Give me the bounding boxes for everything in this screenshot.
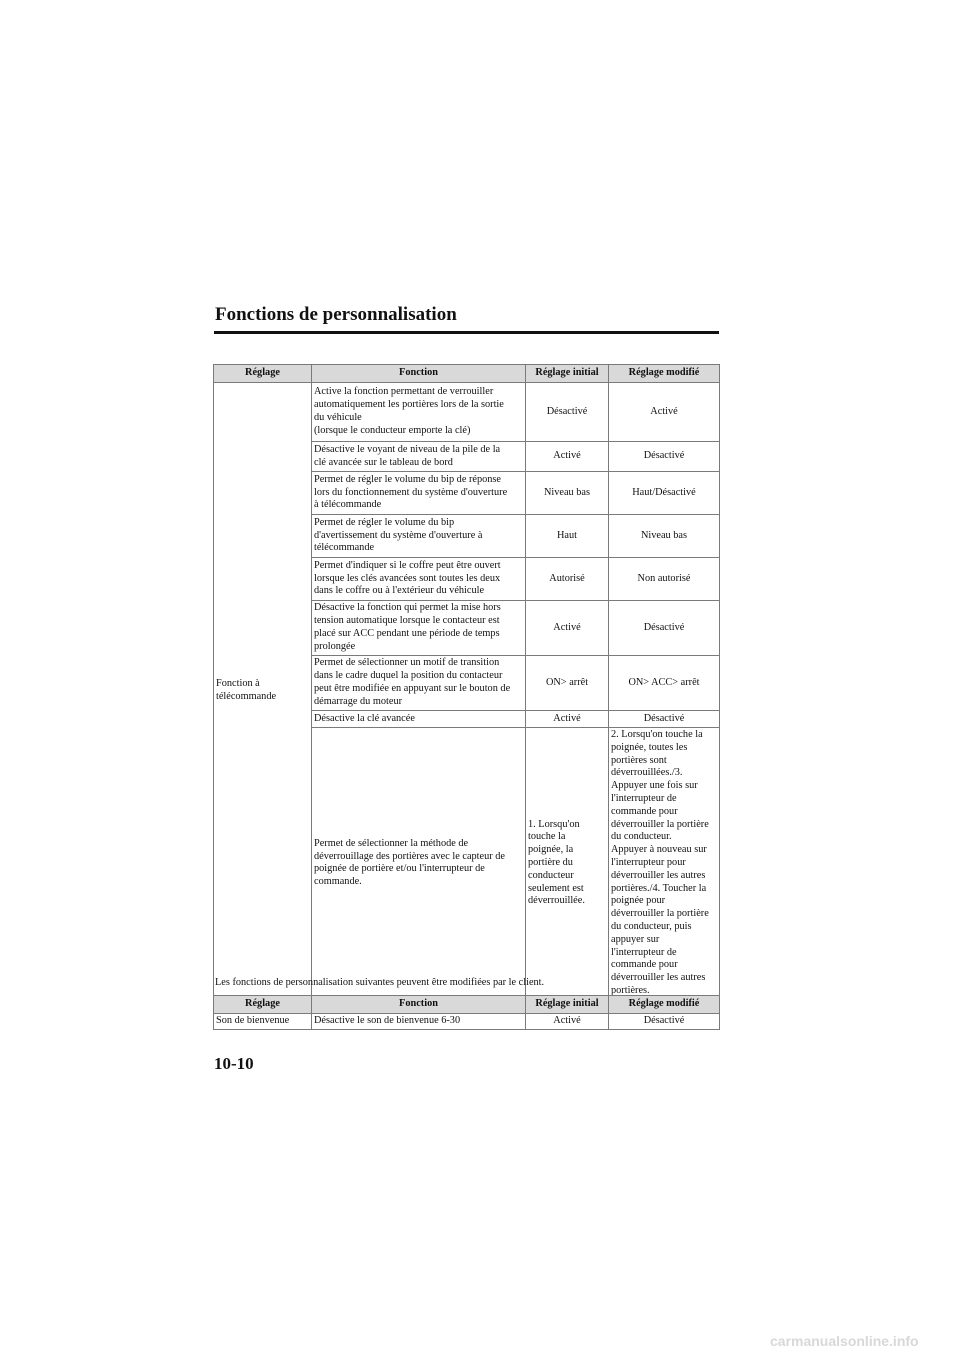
- cell-initial: Désactivé: [526, 383, 609, 442]
- column-header-reglage-modifie: Réglage modifié: [609, 996, 720, 1014]
- watermark: carmanualsonline.info: [770, 1333, 919, 1349]
- cell-fonction: Permet de sélectionner un motif de transition dans le cadre duquel la position du contacteur peut être modifiée en appuyant sur le bouton de démarrage du moteur: [312, 656, 526, 711]
- cell-initial: Activé: [526, 1014, 609, 1030]
- cell-initial: Activé: [526, 601, 609, 656]
- cell-modifie: Désactivé: [609, 711, 720, 728]
- cell-modifie: ON> ACC> arrêt: [609, 656, 720, 711]
- table-header-row: [214, 365, 720, 383]
- column-header-reglage-initial: Réglage initial: [526, 365, 609, 383]
- cell-initial: ON> arrêt: [526, 656, 609, 711]
- column-header-reglage-modifie: Réglage modifié: [609, 365, 720, 383]
- cell-fonction: Désactive la fonction qui permet la mise hors tension automatique lorsque le contacteur est placé sur ACC pendant une période de temps prolongée: [312, 601, 526, 656]
- cell-initial: Activé: [526, 711, 609, 728]
- cell-reglage: Son de bienvenue: [214, 1014, 312, 1030]
- cell-fonction: Permet de sélectionner la méthode de déverrouillage des portières avec le capteur de poignée de portière et/ou l'interrupteur de commande.: [312, 728, 526, 1000]
- page-number: 10-10: [214, 1054, 254, 1073]
- cell-modifie: Activé: [609, 383, 720, 442]
- cell-modifie: Niveau bas: [609, 515, 720, 558]
- cell-fonction: Active la fonction permettant de verrouiller automatiquement les portières lors de la sortie du véhicule (lorsque le conducteur emporte la clé): [312, 383, 526, 442]
- cell-initial: Haut: [526, 515, 609, 558]
- cell-reglage-group: [214, 383, 312, 1000]
- column-header-fonction: Fonction: [312, 996, 526, 1014]
- cell-fonction: Permet d'indiquer si le coffre peut être ouvert lorsque les clés avancées sont toutes les deux dans le coffre ou à l'extérieur du véhicule: [312, 558, 526, 601]
- cell-fonction: Permet de régler le volume du bip de réponse lors du fonctionnement du système d'ouverture à télécommande: [312, 472, 526, 515]
- cell-initial: 1. Lorsqu'on touche la poignée, la portière du conducteur seulement est déverrouillée.: [526, 728, 609, 1000]
- customization-table-welcome: [213, 995, 720, 1030]
- cell-modifie: Désactivé: [609, 1014, 720, 1030]
- cell-fonction: Désactive le voyant de niveau de la pile de la clé avancée sur le tableau de bord: [312, 442, 526, 472]
- cell-fonction: Désactive le son de bienvenue 6-30: [312, 1014, 526, 1030]
- cell-modifie: Désactivé: [609, 442, 720, 472]
- cell-fonction: Permet de régler le volume du bip d'avertissement du système d'ouverture à télécommande: [312, 515, 526, 558]
- cell-modifie: Désactivé: [609, 601, 720, 656]
- table-row: [214, 383, 720, 442]
- cell-fonction: Désactive la clé avancée: [312, 711, 526, 728]
- column-header-reglage: Réglage: [214, 365, 312, 383]
- customization-table-remote: [213, 364, 720, 1000]
- cell-initial: Activé: [526, 442, 609, 472]
- title-divider: [214, 331, 719, 334]
- table-header-row: [214, 996, 720, 1014]
- section-title: Fonctions de personnalisation: [215, 304, 457, 325]
- column-header-reglage: Réglage: [214, 996, 312, 1014]
- column-header-reglage-initial: Réglage initial: [526, 996, 609, 1014]
- cell-modifie: Non autorisé: [609, 558, 720, 601]
- column-header-fonction: Fonction: [312, 365, 526, 383]
- group-label: Fonction à télécommande: [216, 678, 277, 702]
- cell-modifie: Haut/Désactivé: [609, 472, 720, 515]
- cell-initial: Autorisé: [526, 558, 609, 601]
- table-row: [214, 1014, 720, 1030]
- cell-initial: Niveau bas: [526, 472, 609, 515]
- cell-modifie: 2. Lorsqu'on touche la poignée, toutes les portières sont déverrouillées./3. Appuyer une fois sur l'interrupteur de commande pour déverrouiller la portière du conducteur. Appuyer à nouveau sur l'interrupteur pour déverrouiller les autres portières./4. Toucher la poignée pour déverrouiller la portière du conducteur, puis appuyer sur l'interrupteur de commande pour déverrouiller les autres portières.: [609, 728, 720, 1000]
- customer-note: Les fonctions de personnalisation suivantes peuvent être modifiées par le client.: [215, 977, 545, 988]
